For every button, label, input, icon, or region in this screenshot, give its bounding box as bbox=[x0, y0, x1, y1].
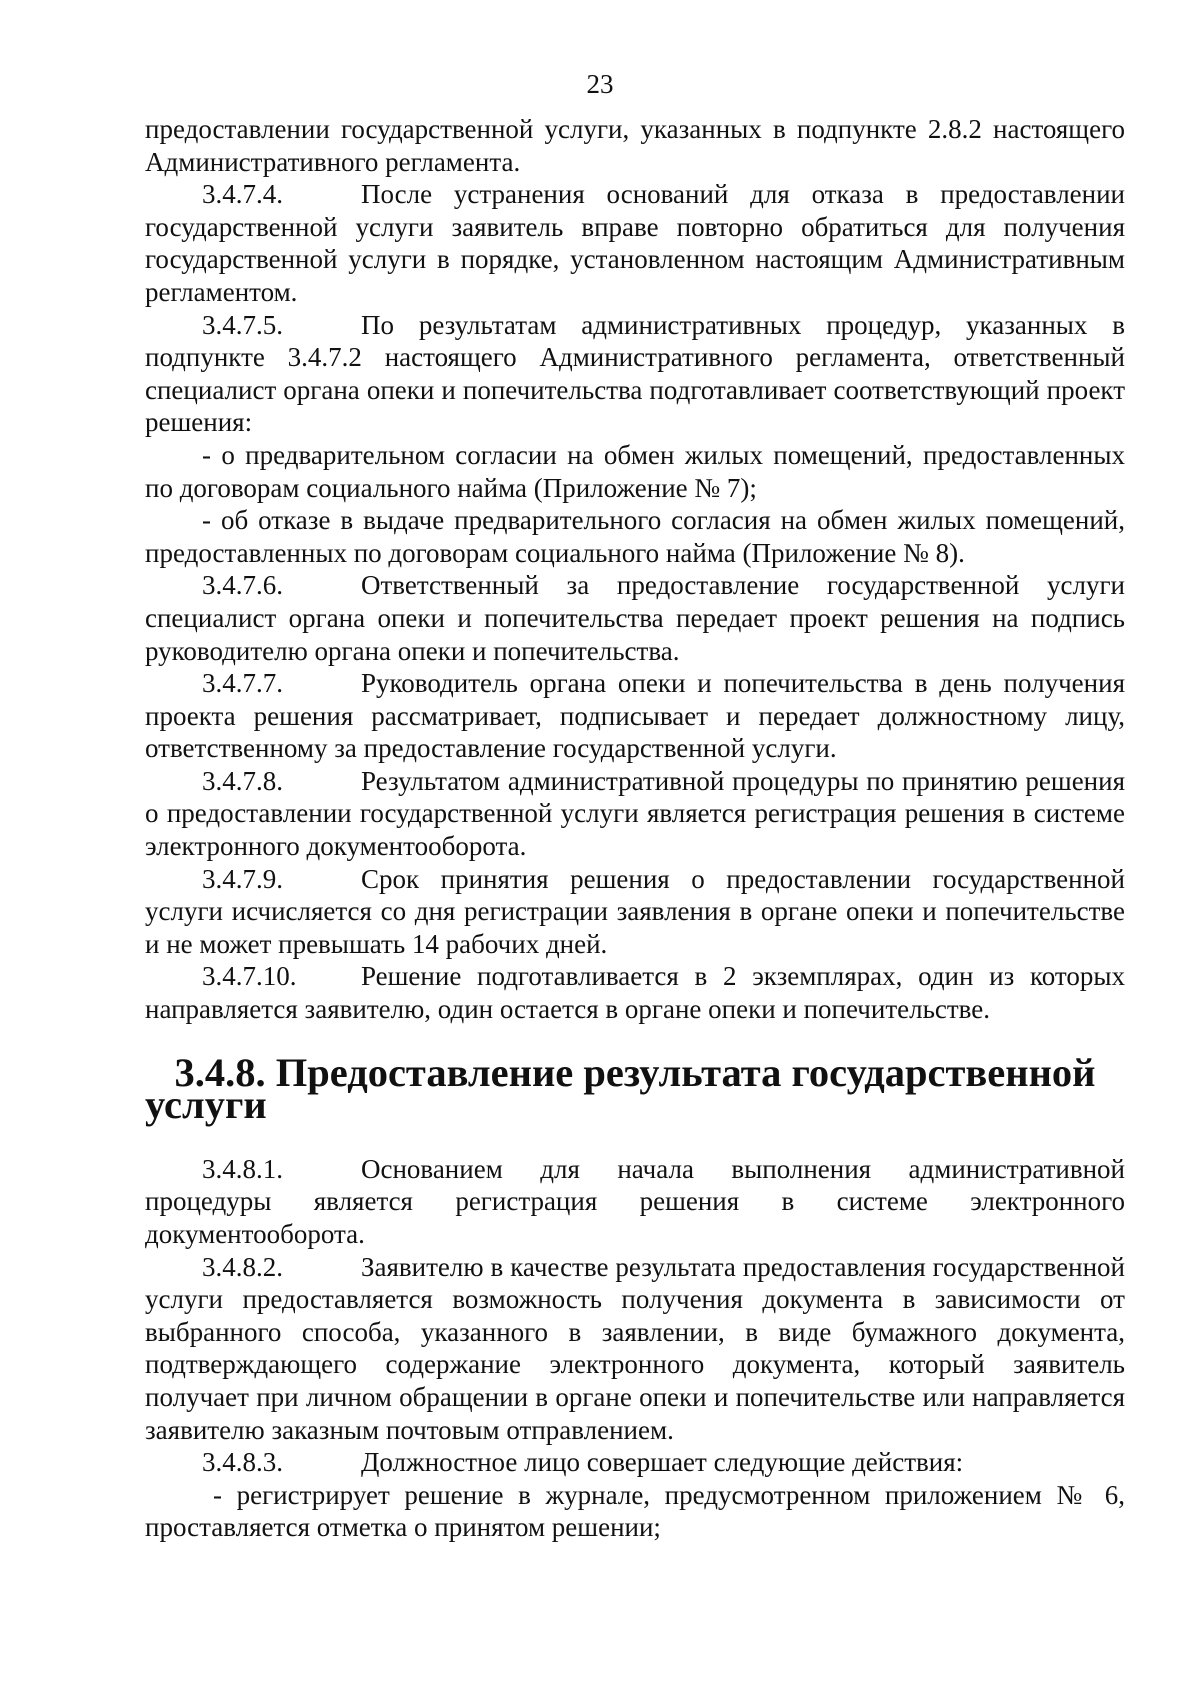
paragraph-3-4-8-3 bbox=[145, 1446, 1125, 1479]
paragraph-text: После устранения оснований для отказа в предоставлении государственной услуги заявитель вправе повторно обратиться для получения государственной услуги в порядке, установленном настоящим Административным регламентом. bbox=[145, 179, 1125, 307]
paragraph-text: Должностное лицо совершает следующие действия: bbox=[361, 1447, 964, 1478]
paragraph-text: предоставлении государственной услуги, указанных в подпункте 2.8.2 настоящего Административного регламента. bbox=[145, 114, 1125, 177]
page-number: 23 bbox=[586, 69, 614, 99]
paragraph-3-4-7-10 bbox=[145, 960, 1125, 1025]
paragraph-number: 3.4.8.3. bbox=[202, 1447, 283, 1478]
paragraph-text: Заявителю в качестве результата предоставления государственной услуги предоставляется возможность получения документа в зависимости от выбранного способа, указанного в заявлении, в виде бумажного документа, подтверждающего содержание электронного документа, который заявитель получает при личном обращении в органе опеки и попечительстве или направляется заявителю заказным почтовым отправлением. bbox=[145, 1251, 1125, 1445]
paragraph-number: 3.4.7.6. bbox=[202, 570, 283, 601]
paragraph-text: Основанием для начала выполнения административной процедуры является регистрация решения в системе электронного документооборота. bbox=[145, 1153, 1125, 1249]
paragraph-text: Решение подготавливается в 2 экземплярах, один из которых направляется заявителю, один остается в органе опеки и попечительстве. bbox=[145, 961, 1125, 1025]
paragraph-number: 3.4.7.5. bbox=[202, 309, 283, 340]
paragraph-text: Срок принятия решения о предоставлении государственной услуги исчисляется со дня регистрации заявления в органе опеки и попечительстве и не может превышать 14 рабочих дней. bbox=[145, 863, 1125, 959]
paragraph-3-4-7-9 bbox=[145, 863, 1125, 961]
paragraph-3-4-7-8 bbox=[145, 765, 1125, 863]
paragraph-3-4-7-7 bbox=[145, 667, 1125, 765]
paragraph-3-4-8-1 bbox=[145, 1153, 1125, 1251]
list-item-text: - о предварительном согласии на обмен жилых помещений, предоставленных по договорам социального найма (Приложение № 7); bbox=[145, 439, 1125, 503]
paragraph-3-4-8-2 bbox=[145, 1251, 1125, 1447]
paragraph-number: 3.4.7.10. bbox=[202, 961, 297, 992]
paragraph-text: Результатом административной процедуры по принятию решения о предоставлении государственной услуги является регистрация решения в системе электронного документооборота. bbox=[145, 765, 1125, 862]
document-body bbox=[145, 113, 1125, 1544]
list-item-refusal bbox=[145, 504, 1125, 569]
list-item-consent bbox=[145, 439, 1125, 504]
paragraph-3-4-7-5 bbox=[145, 309, 1125, 439]
paragraph-number: 3.4.8.2. bbox=[202, 1251, 283, 1282]
list-item-text: - регистрирует решение в журнале, предусмотренном приложением № 6, проставляется отметка о принятом решении; bbox=[145, 1479, 1125, 1543]
paragraph-number: 3.4.7.7. bbox=[202, 668, 283, 699]
paragraph-3-4-7-4 bbox=[145, 178, 1125, 308]
paragraph-continuation bbox=[145, 113, 1125, 178]
list-item-register bbox=[145, 1479, 1125, 1544]
paragraph-text: Ответственный за предоставление государственной услуги специалист органа опеки и попечительства передает проект решения на подпись руководителю органа опеки и попечительства. bbox=[145, 570, 1125, 666]
paragraph-text: По результатам административных процедур, указанных в подпункте 3.4.7.2 настоящего Административного регламента, ответственный специалист органа опеки и попечительства подготавливает соответствующий проект решения: bbox=[145, 309, 1125, 438]
paragraph-text: Руководитель органа опеки и попечительства в день получения проекта решения рассматривает, подписывает и передает должностному лицу, ответственному за предоставление государственной услуги. bbox=[145, 668, 1125, 764]
paragraph-number: 3.4.7.8. bbox=[202, 765, 283, 796]
list-item-text: - об отказе в выдаче предварительного согласия на обмен жилых помещений, предоставленных по договорам социального найма (Приложение № 8). bbox=[145, 505, 1125, 568]
section-heading: 3.4.8. Предоставление результата государственной услуги bbox=[145, 1049, 1096, 1128]
paragraph-3-4-7-6 bbox=[145, 569, 1125, 667]
paragraph-number: 3.4.7.9. bbox=[202, 863, 283, 894]
paragraph-number: 3.4.7.4. bbox=[202, 179, 283, 210]
paragraph-number: 3.4.8.1. bbox=[202, 1153, 283, 1184]
